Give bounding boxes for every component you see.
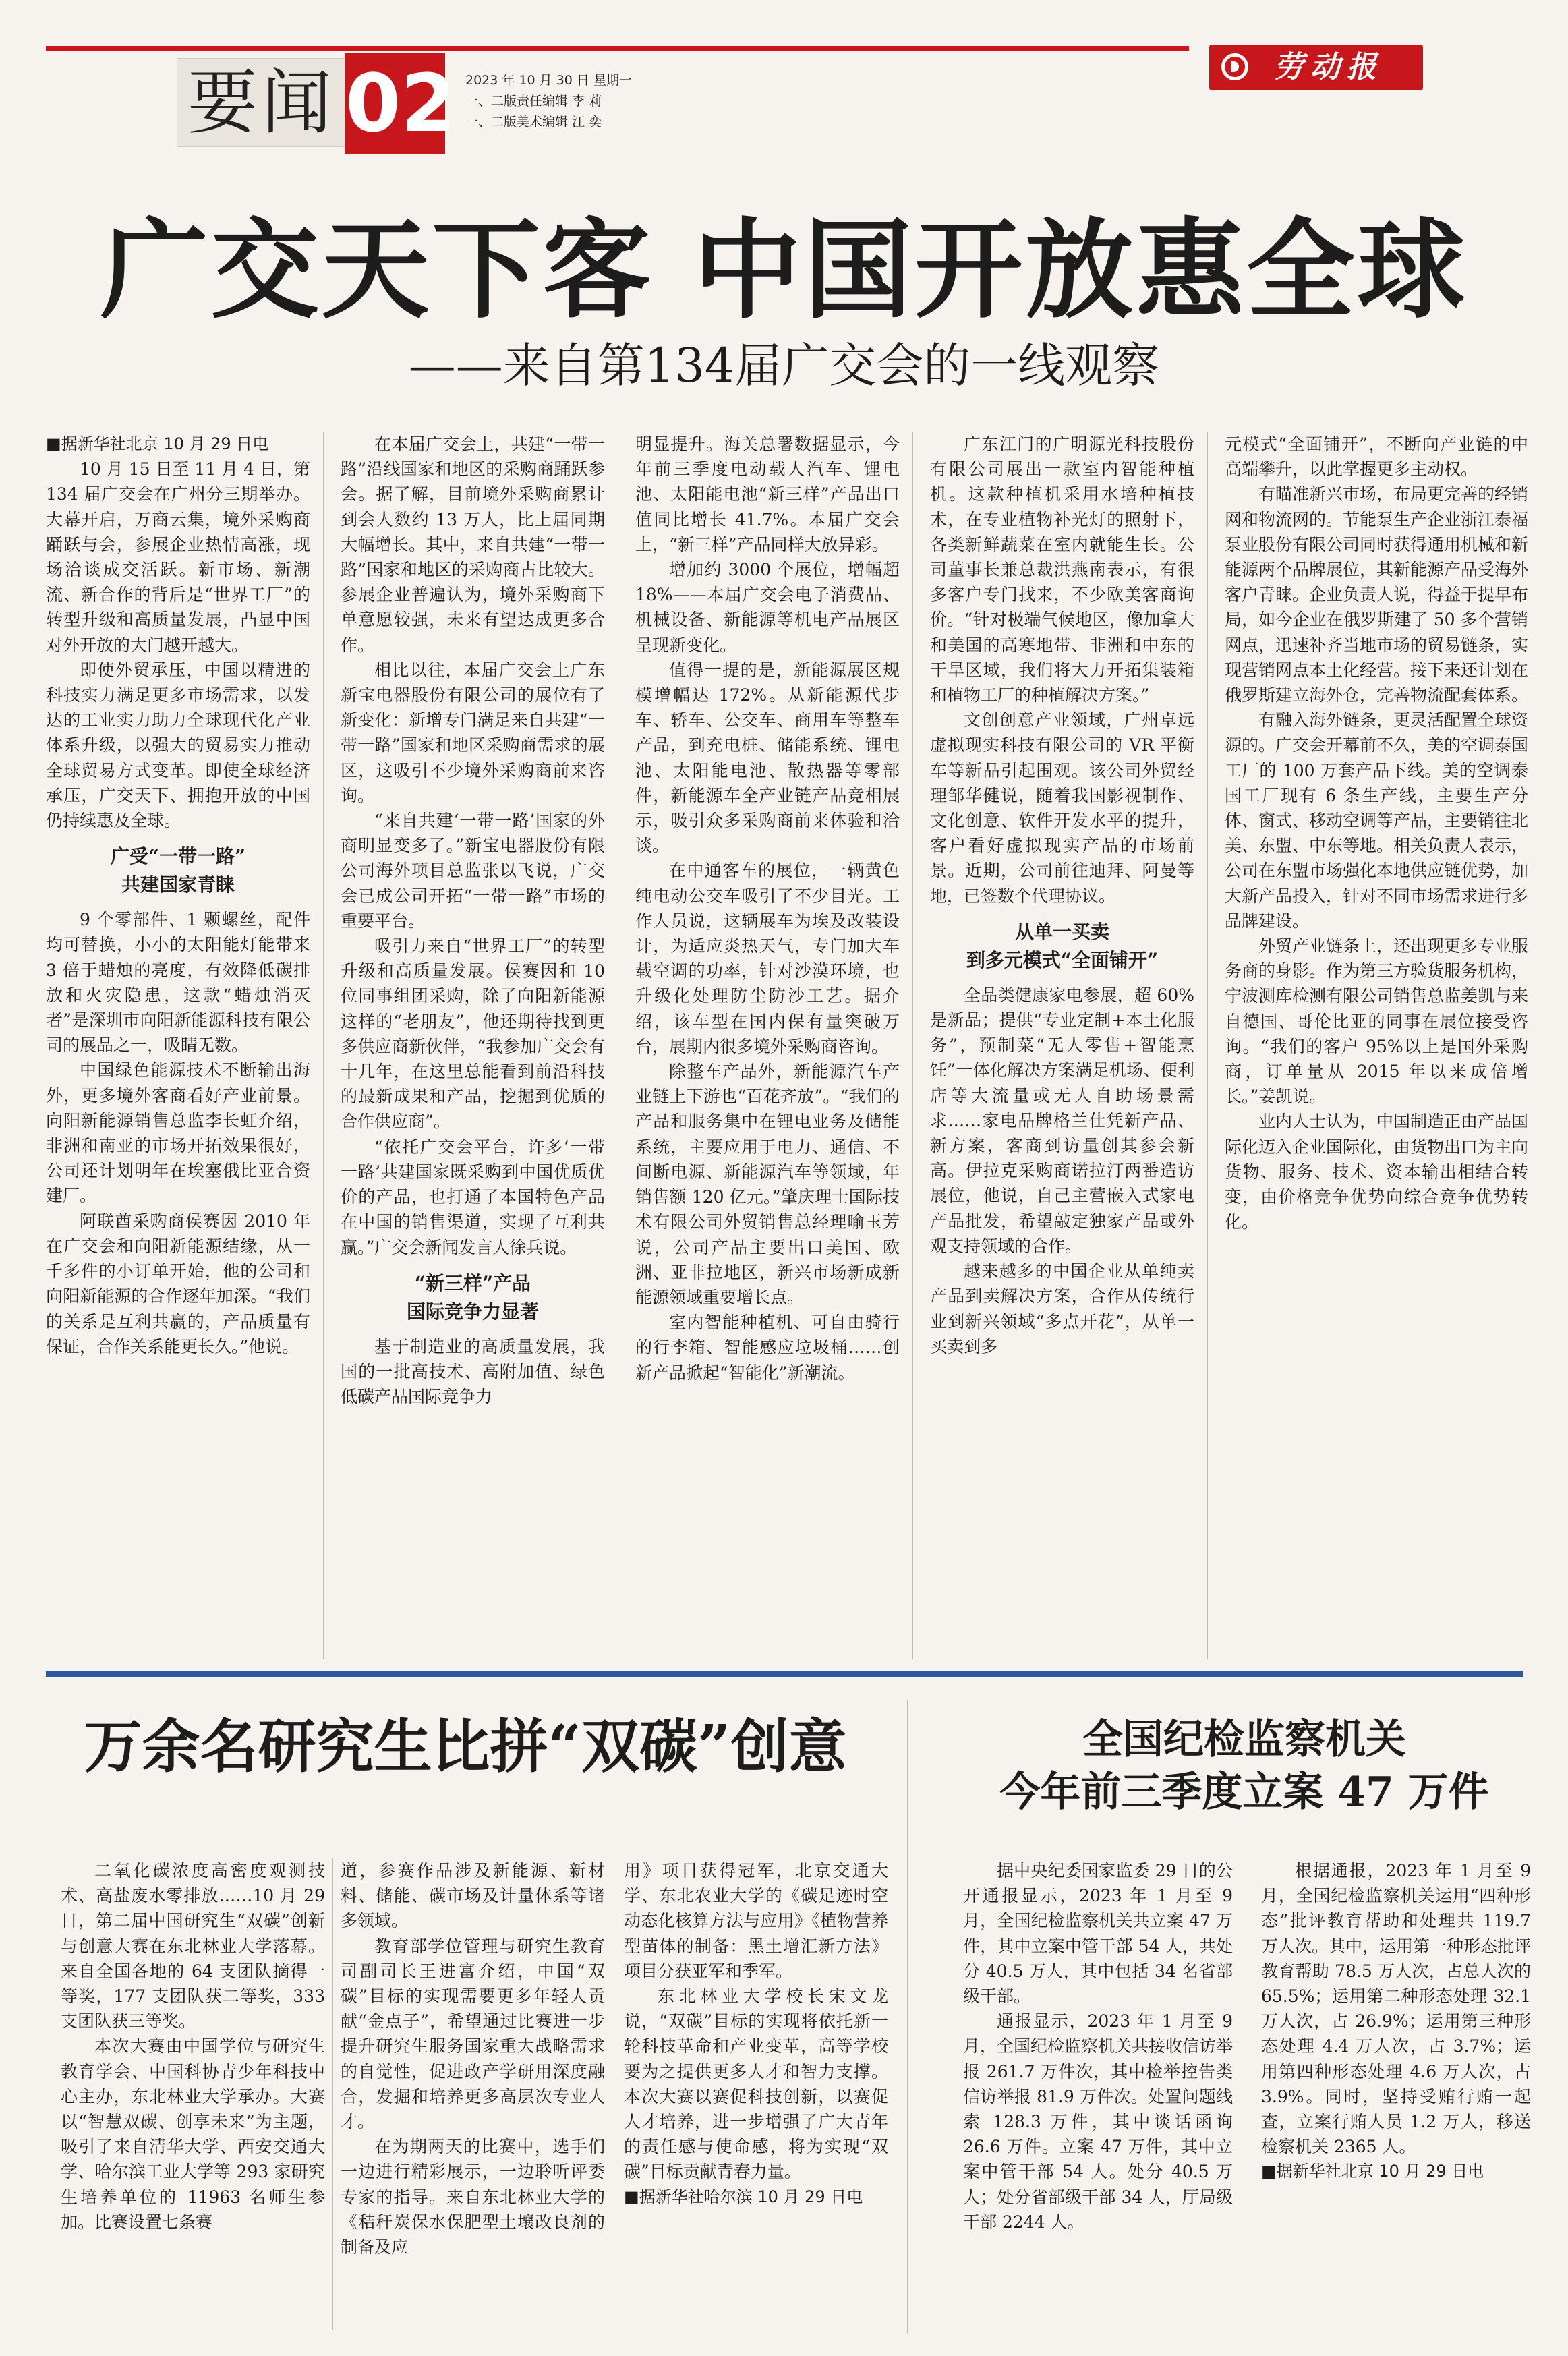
lead-column-5: [1225, 432, 1528, 1659]
section-heading: [46, 842, 310, 899]
paragraph: 有瞄准新兴市场，布局更完善的经销网和物流网的。节能泵生产企业浙江泰福泵业股份有限公司同时获得通用机械和新能源两个品牌展位，其新能源产品受海外客户青睐。企业负责人说，得益于提早布局，如今企业在俄罗斯建了 50 多个营销网点，迅速补齐当地市场的贸易链条，实现营销网点本土化经营。接下来还计划在俄罗斯建立海外仓，完善物流配套体系。: [1225, 484, 1528, 706]
paragraph: 9 个零部件、1 颗螺丝，配件均可替换，小小的太阳能灯能带来 3 倍于蜡烛的亮度，有效降低碳排放和火灾隐患，这款“蜡烛消灭者”是深圳市向阳新能源科技有限公司的展品之一，吸睛无数。: [46, 910, 310, 1056]
paragraph: 教育部学位管理与研究生教育司副司长王进富介绍，中国“双碳”目标的实现需要更多年轻人贡献“金点子”，希望通过比赛进一步提升研究生服务国家重大战略需求的自觉性，促进政产学研用深度融合，发掘和培养更多高层次专业人才。: [341, 1936, 605, 2132]
art-editor: 一、二版美术编辑 江 奕: [465, 115, 602, 130]
column-divider: [1207, 432, 1208, 1659]
section-heading-line: 到多元模式“全面铺开”: [966, 948, 1159, 971]
paragraph: 除整车产品外，新能源汽车产业链上下游也“百花齐放”。“我们的产品和服务集中在锂电业务及储能系统，主要应用于电力、通信、不间断电源、新能源汽车等领域，年销售额 120 亿元。”肇庆理士国际技术有限公司外贸销售总经理喻玉芳说，公司产品主要出口美国、欧洲、亚非拉地区，新兴市场新成新能源领域重要增长点。: [635, 1062, 900, 1307]
logo-text: 劳动报: [1274, 50, 1383, 84]
responsible-editor: 一、二版责任编辑 李 莉: [465, 94, 602, 109]
lead-byline: ■据新华社北京 10 月 29 日电: [46, 434, 269, 453]
paragraph: 有融入海外链条，更灵活配置全球资源的。广交会开幕前不久，美的空调泰国工厂的 100 万套产品下线。美的空调泰国工厂现有 6 条生产线，主要生产分体、窗式、移动空调等产品，主要销往北美、东盟、中东等地。相关负责人表示，公司在东盟市场强化本地供应链优势，加大新产品投入，针对不同市场需求进行多品牌建设。: [1225, 710, 1528, 931]
page-number: 02: [345, 53, 445, 154]
story3-headline: [958, 1713, 1531, 1818]
lead-headline: 广交天下客 中国开放惠全球: [100, 206, 1468, 333]
section-heading-line: 广受“一带一路”: [110, 845, 246, 868]
section-divider-rule: [46, 1671, 1523, 1677]
paragraph: 业内人士认为，中国制造正由产品国际化迈入企业国际化，由货物出口为主向货物、服务、技术、资本输出相结合转变，由价格竞争优势向综合竞争优势转化。: [1225, 1112, 1528, 1232]
lead-column-2: [341, 432, 605, 1659]
story2-column-1: [61, 1858, 325, 2344]
paragraph: 东北林业大学校长宋文龙说，“双碳”目标的实现将依托新一轮科技革命和产业变革，高等学校要为之提供更多人才和智力支撑。本次大赛以赛促科技创新，以赛促人才培养，进一步增强了广大青年的责任感与使命感，将为实现“双碳”目标贡献青春力量。: [624, 1986, 888, 2182]
story2-column-2: [341, 1858, 605, 2344]
paragraph: 外贸产业链条上，还出现更多专业服务商的身影。作为第三方验货服务机构，宁波测库检测有限公司销售总监姜凯与来自德国、哥伦比亚的同事在展位接受咨询。“我们的客户 95%以上是国外采购商，订单量从 2015 年以来成倍增长。”姜凯说。: [1225, 936, 1528, 1107]
paragraph: 用》项目获得冠军，北京交通大学、东北农业大学的《碳足迹时空动态化核算方法与应用》《植物营养型苗体的制备：黑土增汇新方法》项目分获亚军和季军。: [624, 1861, 888, 1981]
paragraph: 据中央纪委国家监委 29 日的公开通报显示，2023 年 1 月至 9 月，全国纪检监察机关共立案 47 万件，其中立案中管干部 54 人，共处分 40.5 万人，其中包括 34 名省部级干部。: [963, 1861, 1233, 2007]
paragraph: 基于制造业的高质量发展，我国的一批高技术、高附加值、绿色低碳产品国际竞争力: [341, 1336, 605, 1407]
paragraph: 明显提升。海关总署数据显示，今年前三季度电动载人汽车、锂电池、太阳能电池“新三样”产品出口值同比增长 41.7%。本届广交会上，“新三样”产品同样大放异彩。: [635, 434, 900, 554]
paragraph: 广东江门的广明源光科技股份有限公司展出一款室内智能种植机。这款种植机采用水培种植技术，在专业植物补光灯的照射下，各类新鲜蔬菜在室内就能生长。公司董事长兼总裁洪燕南表示，有很多客户专门找来，不少欧美客商询价。“针对极端气候地区，像加拿大和美国的高寒地带、非洲和中东的干旱区域，我们将大力开拓集装箱和植物工厂的种植解决方案。”: [930, 434, 1194, 706]
story3-byline: ■据新华社北京 10 月 29 日电: [1261, 2162, 1484, 2181]
paragraph: 全品类健康家电参展，超 60% 是新品；提供“专业定制+本土化服务”，预制菜“无人零售+智能烹饪”一体化解决方案满足机场、便利店等大流量或无人自助场景需求……家电品牌格兰仕凭新产品、新方案，客商到访量创其参会新高。伊拉克采购商诺拉汀两番造访展位，他说，自己主营嵌入式家电产品批发，希望敲定独家产品或外观支持领域的合作。: [930, 985, 1194, 1256]
lead-column-3: [635, 432, 900, 1659]
paragraph: 即使外贸承压，中国以精进的科技实力满足更多市场需求，以发达的工业实力助力全球现代化产业体系升级，以强大的贸易实力推动全球贸易方式变革。即使全球经济承压，广交天下、拥抱开放的中国仍持续惠及全球。: [46, 660, 310, 831]
paragraph: 吸引力来自“世界工厂”的转型升级和高质量发展。侯赛因和 10 位同事组团采购，除了向阳新能源这样的“老朋友”，他还期待找到更多供应商新伙伴，“我参加广交会有十几年，在这里总能看到前沿科技的最新成果和产品，挖掘到优质的合作供应商”。: [341, 936, 605, 1132]
section-heading-line: “新三样”产品: [414, 1271, 531, 1294]
paragraph: “来自共建‘一带一路’国家的外商明显变多了。”新宝电器股份有限公司海外项目总监张以飞说，广交会已成公司开拓“一带一路”市场的重要平台。: [341, 811, 605, 931]
story3-headline-line: 全国纪检监察机关: [1082, 1716, 1406, 1763]
paragraph: 通报显示，2023 年 1 月至 9 月，全国纪检监察机关共接收信访举报 261.7 万件次，其中检举控告类信访举报 81.9 万件次。处置问题线索 128.3 万件，其中谈话函询 26.6 万件。立案 47 万件，其中立案中管干部 54 人。处分 40.5 万人；处分省部级干部 34 人，厅局级干部 2244 人。: [963, 2011, 1233, 2232]
paragraph: 二氧化碳浓度高密度观测技术、高盐废水零排放……10 月 29 日，第二届中国研究生“双碳”创新与创意大赛在东北林业大学落幕。来自全国各地的 64 支团队摘得一等奖，177 支团队获二等奖，333 支团队获三等奖。: [61, 1861, 325, 2032]
story3-column-1: [963, 1858, 1233, 2344]
paragraph: 本次大赛由中国学位与研究生教育学会、中国科协青少年科技中心主办，东北林业大学承办。大赛以“智慧双碳、创享未来”为主题，吸引了来自清华大学、西安交通大学、哈尔滨工业大学等 293 家研究生培养单位的 11963 名师生参加。比赛设置七条赛: [61, 2036, 325, 2232]
top-rule: [46, 46, 1189, 51]
story3-headline-line: 今年前三季度立案 47 万件: [999, 1769, 1489, 1816]
paragraph: 在为期两天的比赛中，选手们一边进行精彩展示，一边聆听评委专家的指导。来自东北林业大学的《秸秆炭保水保肥型土壤改良剂的制备及应: [341, 2137, 605, 2258]
column-divider: [907, 1700, 908, 2334]
paragraph: 相比以往，本届广交会上广东新宝电器股份有限公司的展位有了新变化：新增专门满足来自共建“一带一路”国家和地区采购商需求的展区，这吸引不少境外采购商前来咨询。: [341, 660, 605, 805]
paragraph: 在中通客车的展位，一辆黄色纯电动公交车吸引了不少目光。工作人员说，这辆展车为埃及改装设计，为适应炎热天气，专门加大车载空调的功率，针对沙漠环境，也升级化处理防尘防沙工艺。据介绍，该车型在国内保有量突破万台，展期内很多境外采购商咨询。: [635, 861, 900, 1056]
newspaper-logo: [1209, 45, 1423, 90]
column-divider: [332, 1858, 333, 2330]
story2-column-3: [624, 1858, 888, 2344]
lead-subheadline: ——来自第134届广交会的一线观察: [408, 338, 1160, 393]
story3-column-2: [1261, 1858, 1531, 2344]
paragraph: 越来越多的中国企业从单纯卖产品到卖解决方案，合作从传统行业到新兴领域“多点开花”，从单一买卖到多: [930, 1261, 1194, 1356]
paragraph: “依托广交会平台，许多‘一带一路’共建国家既采购到中国优质优价的产品，也打通了本国特色产品在中国的销售渠道，实现了互利共赢。”广交会新闻发言人徐兵说。: [341, 1137, 605, 1257]
paragraph: 在本届广交会上，共建“一带一路”沿线国家和地区的采购商踊跃参会。据了解，目前境外采购商累计到会人数约 13 万人，比上届同期大幅增长。其中，来自共建“一带一路”国家和地区的采购商占比较大。参展企业普遍认为，境外采购商下单意愿较强，未来有望达成更多合作。: [341, 434, 605, 655]
lead-column-4: [930, 432, 1194, 1659]
paragraph: 道，参赛作品涉及新能源、新材料、储能、碳市场及计量体系等诸多领域。: [341, 1861, 605, 1931]
paragraph: 值得一提的是，新能源展区规模增幅达 172%。从新能源代步车、轿车、公交车、商用车等整车产品，到充电桩、储能系统、锂电池、太阳能电池、散热器等零部件，新能源车全产业链产品竞相展示，吸引众多采购商前来体验和洽谈。: [635, 660, 900, 856]
section-heading-line: 从单一买卖: [1014, 920, 1109, 943]
logo-mark-icon: [1221, 53, 1248, 80]
issue-date: 2023 年 10 月 30 日 星期一: [465, 73, 632, 88]
lead-column-1: [46, 432, 310, 1659]
paragraph: 增加约 3000 个展位，增幅超 18%——本届广交会电子消费品、机械设备、新能源等机电产品展区呈现新变化。: [635, 560, 900, 655]
paragraph: 室内智能种植机、可自由骑行的行李箱、智能感应垃圾桶……创新产品掀起“智能化”新潮流。: [635, 1313, 900, 1383]
paragraph: 元模式“全面铺开”，不断向产业链的中高端攀升，以此掌握更多主动权。: [1225, 434, 1528, 480]
issue-info: [465, 70, 632, 133]
section-heading-line: 国际竞争力显著: [406, 1300, 539, 1323]
section-heading: [341, 1269, 605, 1326]
paragraph: 阿联酋采购商侯赛因 2010 年在广交会和向阳新能源结缘，从一千多件的小订单开始，他的公司和向阳新能源的合作逐年加深。“我们的关系是互利共赢的，产品质量有保证，合作关系能更长久。”他说。: [46, 1211, 310, 1356]
section-heading: [930, 918, 1194, 975]
paragraph: 中国绿色能源技术不断输出海外，更多境外客商看好产业前景。向阳新能源销售总监李长虹介绍，非洲和南亚的市场开拓效果很好，公司还计划明年在埃塞俄比亚合资建厂。: [46, 1060, 310, 1206]
column-divider: [323, 432, 324, 1659]
story2-byline: ■据新华社哈尔滨 10 月 29 日电: [624, 2187, 863, 2206]
paragraph: 10 月 15 日至 11 月 4 日，第 134 届广交会在广州分三期举办。大幕开启，万商云集，境外采购商踊跃与会，参展企业热情高涨，现场洽谈成交活跃。新市场、新潮流、新合作的背后是“世界工厂”的转型升级和高质量发展，凸显中国对外开放的大门越开越大。: [46, 459, 310, 655]
column-divider: [912, 432, 913, 1659]
paragraph: 根据通报，2023 年 1 月至 9 月，全国纪检监察机关运用“四种形态”批评教育帮助和处理共 119.7 万人次。其中，运用第一种形态批评教育帮助 78.5 万人次，占总人次的 65.5%；运用第二种形态处理 32.1 万人次，占 26.9%；运用第三种形态处理 4.4 万人次，占 3.7%；运用第四种形态处理 4.6 万人次，占 3.9%。同时，坚持受贿行贿一起查，立案行贿人员 1.2 万人，移送检察机关 2365 人。: [1261, 1861, 1531, 2157]
section-heading-line: 共建国家青睐: [121, 873, 235, 896]
section-name: 要闻: [177, 58, 347, 147]
story2-headline: 万余名研究生比拼“双碳”创意: [84, 1713, 847, 1781]
paragraph: 文创创意产业领域，广州卓远虚拟现实科技有限公司的 VR 平衡车等新品引起围观。该公司外贸经理邹华健说，随着我国影视制作、文化创意、软件开发水平的提升，客户看好虚拟现实产品的市场前景。近期，公司前往迪拜、阿曼等地，已签数个代理协议。: [930, 710, 1194, 906]
